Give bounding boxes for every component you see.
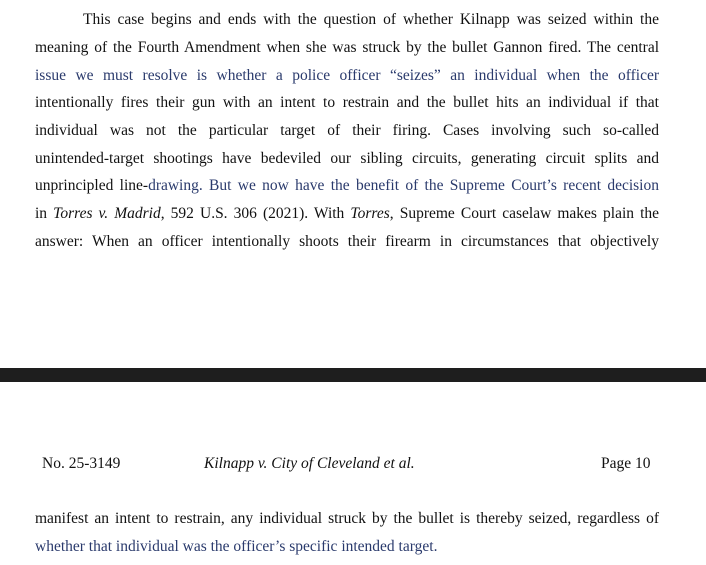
text-run: in (35, 205, 54, 222)
text-run: whether that individual was the officer’s specific intended target. (35, 538, 438, 555)
text-run: intentionally fires their gun with an intent to restrain and the bullet hits an individual if that (35, 94, 659, 111)
text-run: This case begins and ends with the question of whether Kilnapp was seized within the (83, 11, 659, 28)
text-run: Torres v. Madrid (53, 205, 161, 222)
text-run: issue we must resolve is whether a police officer “seizes” an individual when the officer (35, 67, 659, 84)
text-run: , 592 U.S. 306 (2021). With (160, 205, 351, 222)
running-header (0, 453, 706, 475)
opinion-line-1 (83, 6, 659, 33)
text-run: unintended-target shootings have bedeviled our sibling circuits, generating circuit splits and (35, 150, 659, 167)
text-run: manifest an intent to restrain, any individual struck by the bullet is thereby seized, regardless of (35, 510, 659, 527)
text-run: drawing. But we now have the benefit of the Supreme Court’s recent decision (148, 177, 659, 194)
opinion-line-4 (35, 89, 659, 116)
opinion-line-8 (35, 200, 659, 227)
text-run: , Supreme Court caselaw makes plain the (389, 205, 660, 222)
opinion-line-3 (35, 62, 659, 89)
opinion-line-11 (35, 533, 659, 560)
docket-number: No. 25-3149 (42, 455, 121, 472)
page-break-bar (0, 368, 706, 382)
text-run: individual was not the particular target of their firing. Cases involving such so-called (35, 122, 659, 139)
text-run: answer: When an officer intentionally shoots their firearm in circumstances that objectively (35, 233, 659, 250)
opinion-line-7 (35, 172, 659, 199)
opinion-line-6 (35, 145, 659, 172)
opinion-line-2 (35, 34, 659, 61)
text-run: Torres (350, 205, 390, 222)
case-caption: Kilnapp v. City of Cleveland et al. (204, 455, 415, 472)
text-run: unprincipled line- (35, 177, 149, 194)
opinion-line-10 (35, 505, 659, 532)
opinion-line-5 (35, 117, 659, 144)
opinion-line-9 (35, 228, 659, 255)
page-number: Page 10 (601, 455, 651, 472)
text-run: meaning of the Fourth Amendment when she was struck by the bullet Gannon fired. The central (35, 39, 659, 56)
